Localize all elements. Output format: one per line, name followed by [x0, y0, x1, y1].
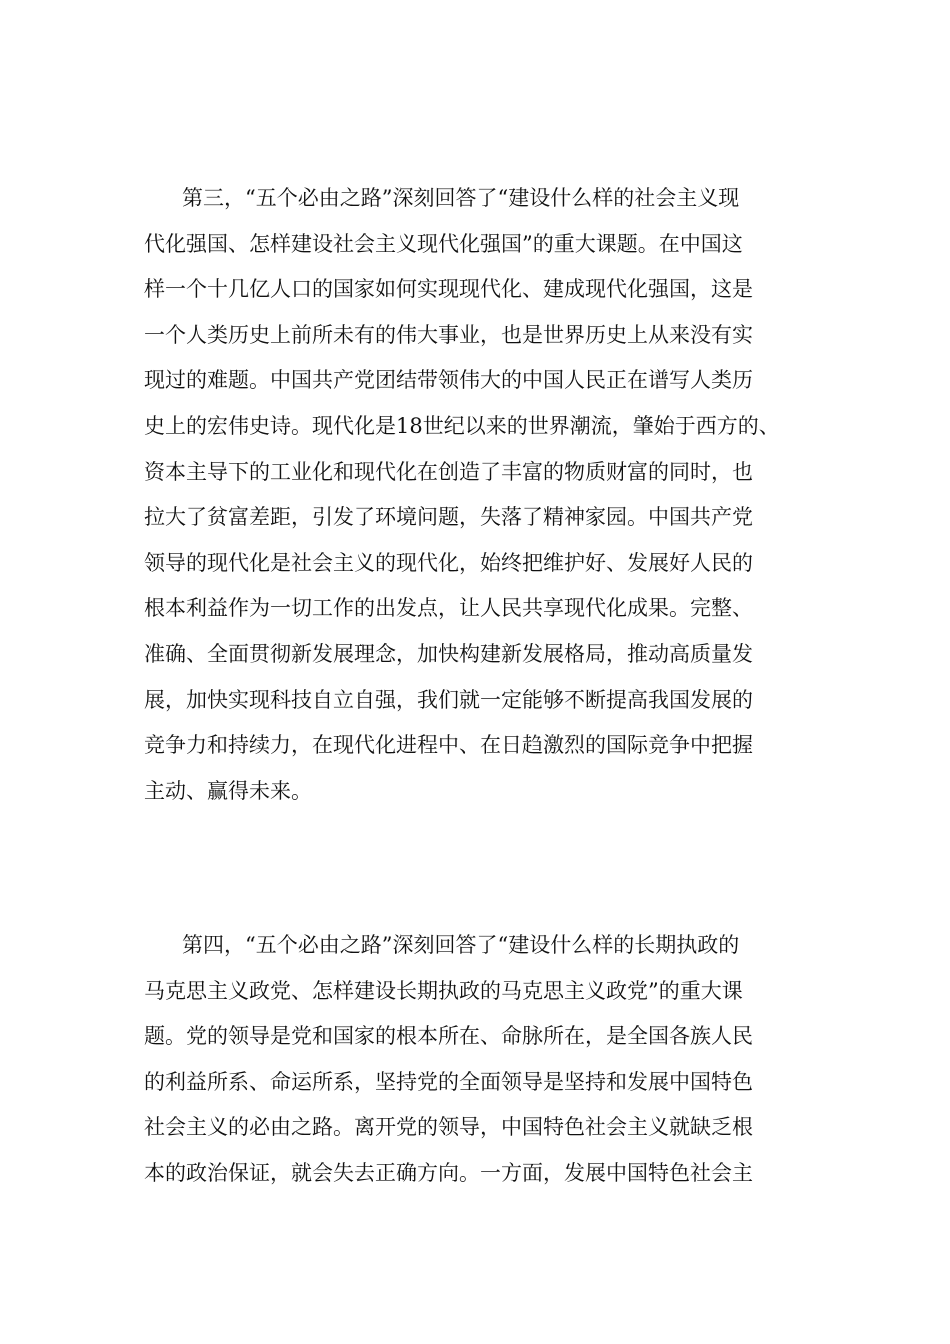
text-line: 拉大了贫富差距，引发了环境问题，失落了精神家园。中国共产党 [144, 505, 753, 530]
text-line: 现过的难题。中国共产党团结带领伟大的中国人民正在谱写人类历 [144, 368, 753, 393]
text-line: 样一个十几亿人口的国家如何实现现代化、建成现代化强国，这是 [144, 277, 753, 302]
text-line: 的利益所系、命运所系，坚持党的全面领导是坚持和发展中国特色 [144, 1069, 753, 1094]
text-line: 根本利益作为一切工作的出发点，让人民共享现代化成果。完整、 [144, 596, 753, 621]
text-line: 题。党的领导是党和国家的根本所在、命脉所在，是全国各族人民 [144, 1024, 753, 1049]
paragraph-third [144, 176, 824, 814]
text-line: 马克思主义政党、怎样建设长期执政的马克思主义政党”的重大课 [144, 978, 743, 1003]
text-line: 本的政治保证，就会失去正确方向。一方面，发展中国特色社会主 [144, 1160, 753, 1185]
paragraph-fourth [144, 923, 824, 1197]
text-line: 第三，“五个必由之路”深刻回答了“建设什么样的社会主义现 [182, 186, 740, 210]
text-line: 展，加快实现科技自立自强，我们就一定能够不断提高我国发展的 [144, 687, 753, 712]
text-line: 主动、赢得未来。 [144, 778, 312, 803]
text-line: 社会主义的必由之路。离开党的领导，中国特色社会主义就缺乏根 [144, 1115, 753, 1140]
text-line: 竞争力和持续力，在现代化进程中、在日趋激烈的国际竞争中把握 [144, 733, 753, 758]
text-line: 一个人类历史上前所未有的伟大事业，也是世界历史上从来没有实 [144, 322, 753, 347]
text-line: 准确、全面贯彻新发展理念，加快构建新发展格局，推动高质量发 [144, 641, 753, 666]
text-line: 领导的现代化是社会主义的现代化，始终把维护好、发展好人民的 [144, 550, 753, 575]
text-line: 资本主导下的工业化和现代化在创造了丰富的物质财富的同时，也 [144, 459, 753, 484]
text-line: 代化强国、怎样建设社会主义现代化强国”的重大课题。在中国这 [144, 231, 743, 256]
text-line: 第四，“五个必由之路”深刻回答了“建设什么样的长期执政的 [182, 933, 740, 957]
text-line: 史上的宏伟史诗。现代化是18世纪以来的世界潮流，肇始于西方的、 [144, 413, 780, 438]
